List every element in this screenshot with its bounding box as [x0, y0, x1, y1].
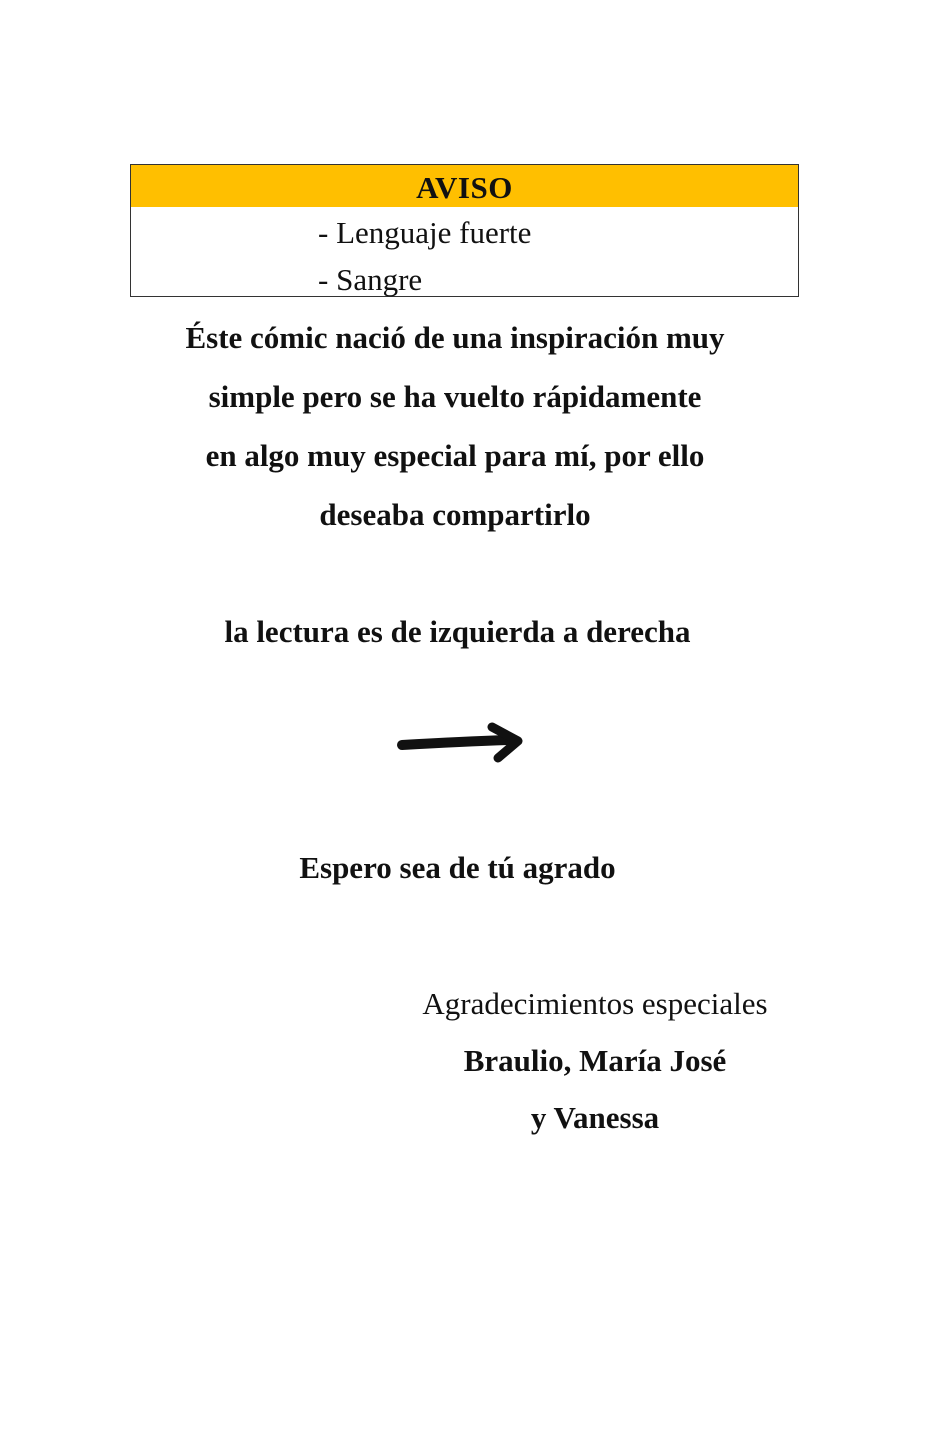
acknowledgements [400, 975, 790, 1146]
intro-paragraph [0, 308, 910, 544]
reading-direction-note: la lectura es de izquierda a derecha [224, 614, 691, 649]
intro-line: Éste cómic nació de una inspiración muy [185, 320, 725, 355]
acknowledgements-names: y Vanessa [530, 1100, 660, 1135]
intro-line: deseaba compartirlo [319, 497, 591, 532]
warning-box [130, 164, 799, 297]
warning-item: - Lenguaje fuerte [318, 215, 532, 250]
acknowledgements-names: Braulio, María José [463, 1043, 727, 1078]
acknowledgements-title: Agradecimientos especiales [422, 986, 768, 1021]
warning-title: AVISO [131, 165, 798, 207]
intro-line: simple pero se ha vuelto rápidamente [208, 379, 702, 414]
warning-item: - Sangre [318, 262, 423, 297]
warning-list [318, 209, 531, 303]
right-arrow-icon [396, 718, 526, 768]
intro-line: en algo muy especial para mí, por ello [205, 438, 705, 473]
closing-wish: Espero sea de tú agrado [299, 850, 616, 885]
